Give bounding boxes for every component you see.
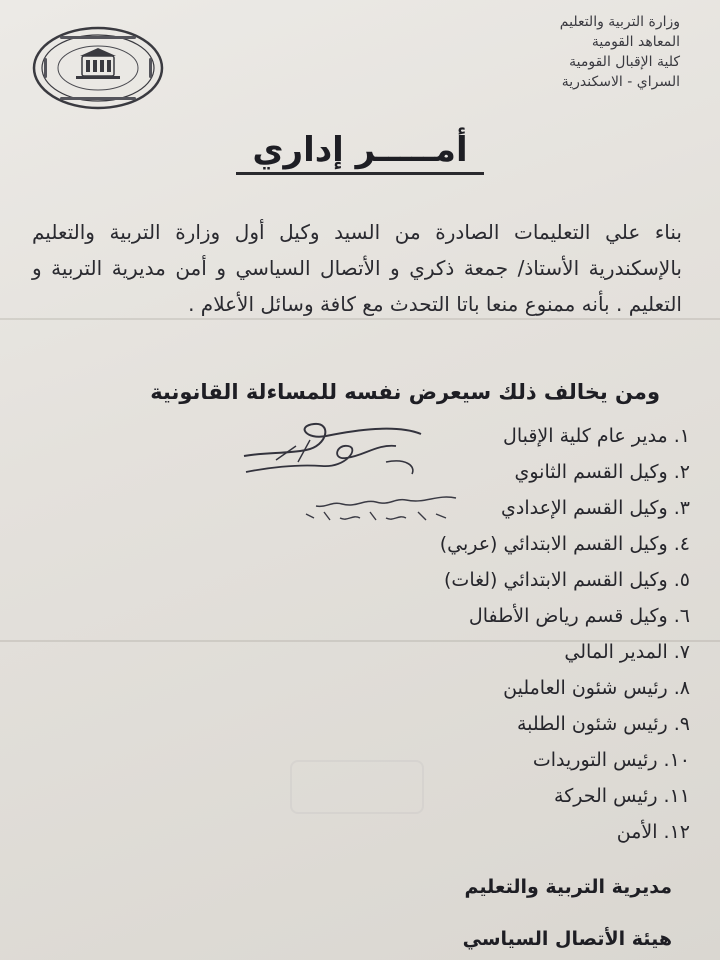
handwritten-date-note-icon [286,488,466,532]
list-item-label: رئيس شئون العاملين [503,677,668,699]
list-item-label: المدير المالي [564,641,668,663]
letterhead [560,12,680,92]
list-item-label: وكيل القسم الابتدائي (عربي) [439,533,668,555]
list-item-number: ١٠. [663,749,690,771]
list-item-label: وكيل القسم الابتدائي (لغات) [444,569,668,591]
college-seal-icon [30,24,166,112]
list-item-number: ١١. [663,785,690,807]
letterhead-ministry: وزارة التربية والتعليم [559,14,680,30]
list-item-label: وكيل القسم الثانوي [514,461,668,483]
list-item-number: ٨. [673,677,690,699]
list-item [440,814,690,850]
letterhead-college: كلية الإقبال القومية [569,54,680,70]
list-item-label: وكيل قسم رياض الأطفال [468,605,668,627]
list-item-label: الأمن [616,821,658,843]
list-item-number: ١. [673,425,690,447]
list-item-number: ٩. [673,713,690,735]
list-item-label: رئيس الحركة [554,785,658,807]
letterhead-location: السراي - الاسكندرية [561,74,680,90]
list-item [440,562,690,598]
footer-directorate: مديرية التربية والتعليم [464,876,672,898]
page-title [0,130,720,170]
list-item [440,634,690,670]
list-item-number: ١٢. [663,821,690,843]
list-item [440,454,690,490]
list-item-label: مدير عام كلية الإقبال [503,425,668,447]
list-item-label: رئيس التوريدات [532,749,658,771]
list-item-number: ٧. [673,641,690,663]
list-item [440,706,690,742]
recipient-list [440,418,690,850]
list-item-label: وكيل القسم الإعدادي [501,497,668,519]
list-item [440,418,690,454]
list-item-label: رئيس شئون الطلبة [516,713,668,735]
list-item-number: ٦. [673,605,690,627]
list-item [440,742,690,778]
handwritten-signature-icon [236,416,436,486]
list-item [440,526,690,562]
list-item-number: ٤. [673,533,690,555]
footer-political-liaison: هيئة الأتصال السياسي [462,928,672,950]
legal-warning: ومن يخالف ذلك سيعرض نفسه للمساءلة القانونية [150,380,660,404]
letterhead-institutes: المعاهد القومية [591,34,680,50]
list-item [440,778,690,814]
list-item-number: ٣. [673,497,690,519]
list-item-number: ٢. [673,461,690,483]
faded-stamp [290,760,424,814]
list-item [440,670,690,706]
list-item [440,490,690,526]
list-item-number: ٥. [673,569,690,591]
order-paragraph: بناء علي التعليمات الصادرة من السيد وكيل أول وزارة التربية والتعليم بالإسكندرية الأستاذ/ جمعة ذكري و الأتصال السياسي و أمن مديرية التربية و التعليم . بأنه ممنوع منعا باتا التحدث مع كافة وسائل الأعلام . [32,220,682,316]
title-text: أمـــــر إداري [236,130,483,175]
list-item [440,598,690,634]
